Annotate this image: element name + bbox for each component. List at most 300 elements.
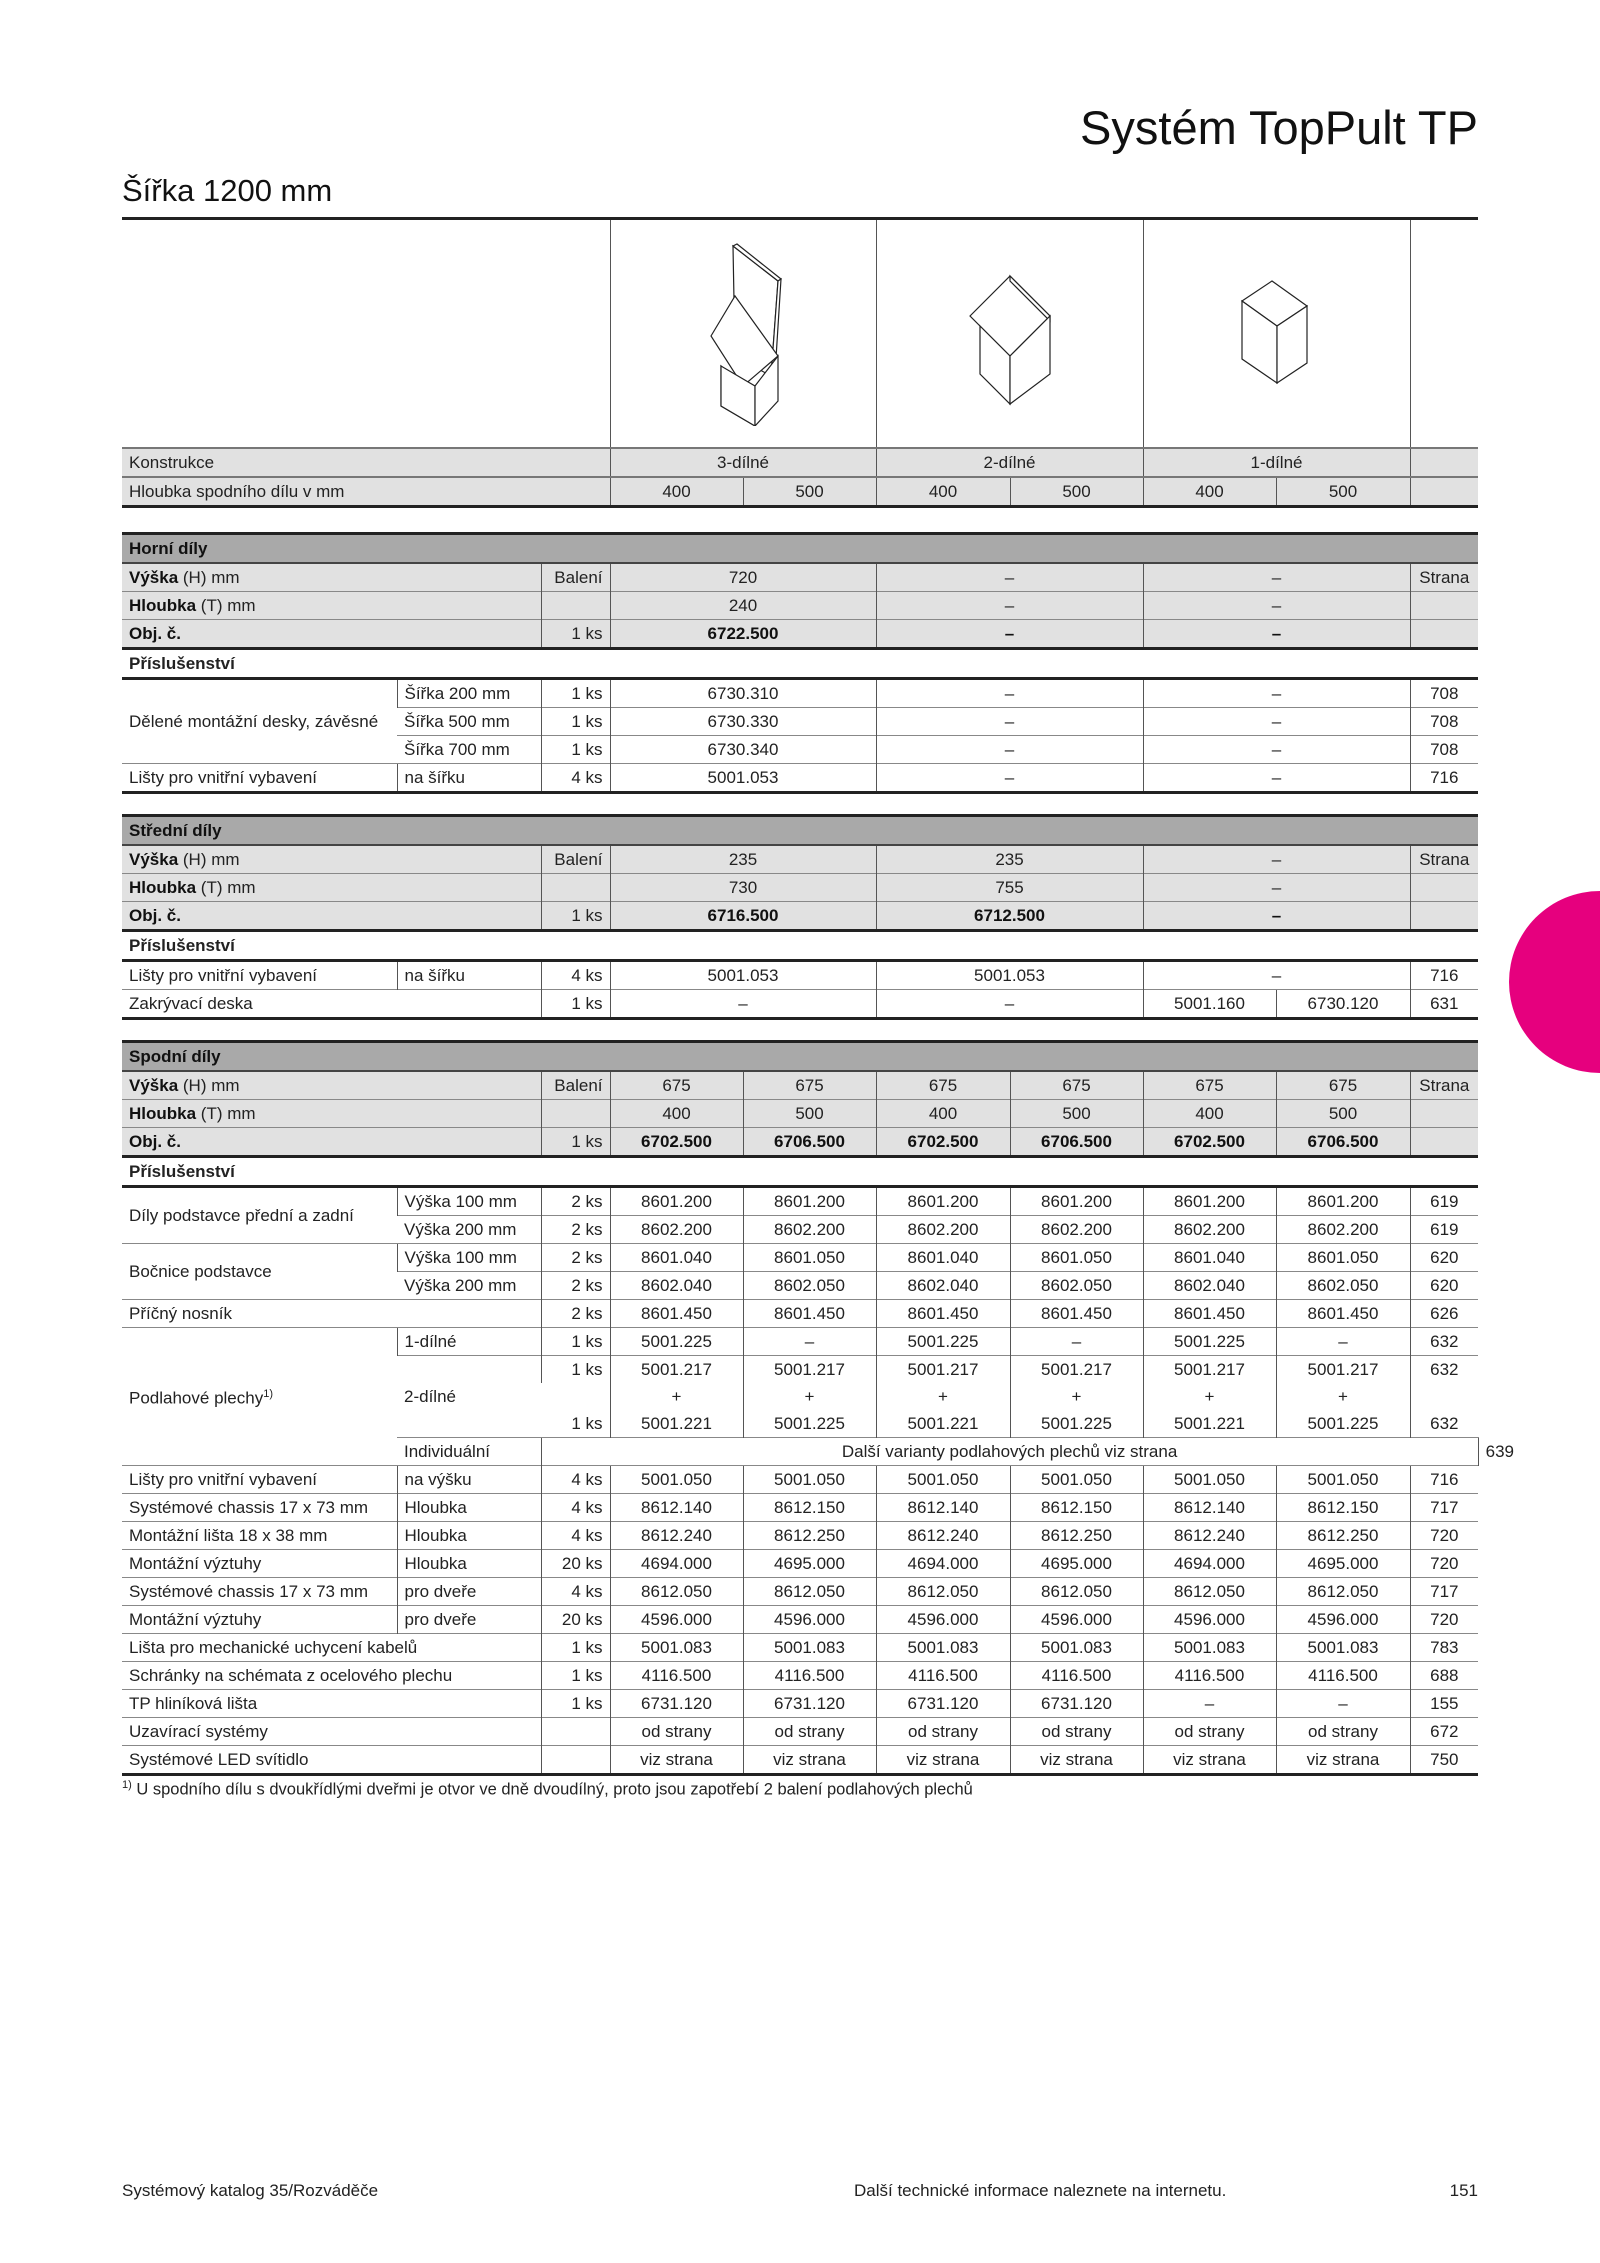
pack-quantity: 4 ks [541,1494,610,1522]
order-number: – [1143,563,1410,592]
section-table [122,1040,1515,1776]
table-row [122,592,1478,620]
hloubka-value: 500 [1276,477,1410,507]
order-number: 6706.500 [1276,1128,1410,1157]
pack-quantity: 1 ks [541,736,610,764]
row-label-text: Montážní výztuhy [129,1553,262,1573]
order-number: 755 [876,874,1143,902]
order-number: 8602.050 [1010,1272,1143,1300]
pack-quantity: 1 ks [541,1690,610,1718]
table-row [122,961,1478,990]
row-label-text: Systémové LED svítidlo [129,1749,309,1769]
page-reference: 716 [1410,764,1478,793]
order-number: 8601.040 [610,1244,743,1272]
order-number: 8612.240 [876,1522,1010,1550]
order-number: 8612.240 [610,1522,743,1550]
table-row [122,679,1478,708]
order-number: – [876,592,1143,620]
order-number: 5001.221 [610,1410,743,1438]
order-number: 5001.160 [1143,990,1276,1019]
order-number: – [610,990,876,1019]
order-number: – [1143,764,1410,793]
order-number: 5001.083 [610,1634,743,1662]
page-reference [1410,874,1478,902]
table-row [122,1300,1478,1328]
pack-quantity: 20 ks [541,1606,610,1634]
order-number: 5001.050 [1010,1466,1143,1494]
order-number: 8612.050 [610,1578,743,1606]
table-row [122,1578,1478,1606]
row-label-bold: Obj. č. [129,623,181,643]
row-label-bold: Hloubka [129,595,197,615]
row-label [122,1606,397,1634]
order-number: 5001.050 [743,1466,876,1494]
order-number: 8601.050 [1010,1244,1143,1272]
table-row [122,1466,1478,1494]
pack-quantity: 1 ks [541,1328,610,1356]
konstrukce-value: 3-dílné [610,448,876,477]
table-row [122,1494,1478,1522]
row-label [122,1300,541,1328]
order-number: 5001.217 [1010,1356,1143,1384]
page-reference [1410,1100,1478,1128]
row-label-bold: Obj. č. [129,1131,181,1151]
row-label [122,620,541,649]
hloubka-value: 400 [876,477,1010,507]
order-number: od strany [743,1718,876,1746]
row-label [122,1328,397,1466]
order-number: + [1276,1383,1410,1410]
pack-quantity: 4 ks [541,1522,610,1550]
table-row [122,1187,1478,1216]
table-row [122,1746,1478,1775]
order-number: 6706.500 [743,1128,876,1157]
order-number: – [1143,708,1410,736]
order-number: 8601.050 [1276,1244,1410,1272]
pack-quantity: 1 ks [541,1662,610,1690]
order-number: 5001.083 [1010,1634,1143,1662]
row-label [122,1634,541,1662]
row-label-text: Systémové chassis 17 x 73 mm [129,1497,369,1517]
order-number: 6731.120 [876,1690,1010,1718]
3-part-console-icon [610,219,876,449]
chapter-tab-marker [1509,891,1600,1073]
pack-quantity: 1 ks [541,1356,610,1384]
order-number: 6731.120 [743,1690,876,1718]
row-label-text: TP hliníková lišta [129,1693,258,1713]
row-label [122,679,397,764]
order-number: – [1143,592,1410,620]
row-label-bold: Hloubka [129,877,197,897]
order-number: 6730.330 [610,708,876,736]
accessories-heading: Příslušenství [122,1157,1478,1187]
order-number: – [1143,874,1410,902]
pack-quantity: 1 ks [541,620,610,649]
order-number: viz strana [743,1746,876,1775]
order-number: 8602.040 [610,1272,743,1300]
order-number: 675 [1143,1071,1276,1100]
accessories-heading: Příslušenství [122,649,1478,679]
order-number: 4596.000 [1143,1606,1276,1634]
row-label [122,1187,397,1244]
order-number: 4116.500 [1010,1662,1143,1690]
order-number: – [876,708,1143,736]
order-number: 400 [876,1100,1010,1128]
order-number: 675 [743,1071,876,1100]
order-number: 8612.150 [1276,1494,1410,1522]
order-number: + [1010,1383,1143,1410]
order-number: 675 [1010,1071,1143,1100]
row-label-text: Díly podstavce přední a zadní [129,1205,354,1225]
order-number: – [876,563,1143,592]
row-sublabel: Individuální [397,1438,541,1466]
section-table [122,532,1478,794]
order-number: 4116.500 [610,1662,743,1690]
pack-quantity: Balení [541,845,610,874]
page-reference: 717 [1410,1578,1478,1606]
order-number: 6702.500 [876,1128,1010,1157]
pack-quantity: 2 ks [541,1272,610,1300]
order-number: od strany [1010,1718,1143,1746]
row-label [122,1466,397,1494]
order-number: 8601.040 [876,1244,1010,1272]
hloubka-value: 400 [610,477,743,507]
order-number: 675 [876,1071,1010,1100]
footnote-ref: 1) [263,1388,273,1401]
pack-quantity: 2 ks [541,1187,610,1216]
order-number: – [876,679,1143,708]
pack-quantity: Balení [541,563,610,592]
table-row [122,1662,1478,1690]
pack-quantity: 4 ks [541,1578,610,1606]
table-row [122,990,1478,1019]
row-label [122,1244,397,1300]
page-reference: 750 [1410,1746,1478,1775]
row-sublabel: Hloubka [397,1522,541,1550]
order-number: 4596.000 [1276,1606,1410,1634]
page-reference: 620 [1410,1244,1478,1272]
row-label-text: Podlahové plechy [129,1388,264,1408]
footnote [122,1779,973,1800]
order-number: 4116.500 [876,1662,1010,1690]
row-sublabel: 2-dílné [397,1356,541,1438]
row-sublabel: Hloubka [397,1550,541,1578]
order-number: – [1143,1690,1276,1718]
row-sublabel: na šířku [397,764,541,793]
order-number: 4116.500 [1143,1662,1276,1690]
hloubka-value: 400 [1143,477,1276,507]
footnote-mark: 1) [122,1779,132,1791]
order-number: 4596.000 [743,1606,876,1634]
order-number: viz strana [610,1746,743,1775]
order-number: 8612.050 [743,1578,876,1606]
accessories-header-row [122,649,1478,679]
pack-quantity: 4 ks [541,961,610,990]
order-number: 6712.500 [876,902,1143,931]
order-number: 5001.217 [610,1356,743,1384]
order-number: – [1143,845,1410,874]
order-number: 8601.200 [1276,1187,1410,1216]
order-number: viz strana [1143,1746,1276,1775]
pack-quantity: 1 ks [541,708,610,736]
row-label-text: Zakrývací deska [129,993,253,1013]
row-label-text: Systémové chassis 17 x 73 mm [129,1581,369,1601]
order-number: 8612.140 [876,1494,1010,1522]
row-label [122,1128,541,1157]
order-number: 8612.140 [610,1494,743,1522]
order-number: + [876,1383,1010,1410]
page-reference: 783 [1410,1634,1478,1662]
footer-page-number: 151 [1449,2181,1478,2200]
page-title: Systém TopPult TP [1080,101,1478,154]
order-number: 8602.040 [1143,1272,1276,1300]
order-number: – [1143,620,1410,649]
order-number: 5001.217 [1143,1356,1276,1384]
order-number: 6730.310 [610,679,876,708]
page-reference: 672 [1410,1718,1478,1746]
order-number: 8612.250 [1276,1522,1410,1550]
order-number: 8612.150 [1010,1494,1143,1522]
accessories-header-row [122,1157,1478,1187]
pack-quantity: 1 ks [541,902,610,931]
pack-quantity [541,1383,610,1410]
row-sublabel: pro dveře [397,1606,541,1634]
row-label [122,1071,541,1100]
row-label-unit: (H) mm [178,849,240,869]
order-number: 8612.240 [1143,1522,1276,1550]
order-number: 8602.200 [876,1216,1010,1244]
row-sublabel: Šířka 200 mm [397,679,541,708]
order-number: 8601.450 [610,1300,743,1328]
pack-quantity: 4 ks [541,764,610,793]
order-number: 8601.450 [1010,1300,1143,1328]
order-number: 240 [610,592,876,620]
row-sublabel: Šířka 700 mm [397,736,541,764]
pack-quantity [541,1100,610,1128]
row-label-text: Lišta pro mechanické uchycení kabelů [129,1637,418,1657]
table-row [122,764,1478,793]
page-reference: 631 [1410,990,1478,1019]
order-number: 8601.450 [876,1300,1010,1328]
order-number: 5001.053 [610,764,876,793]
order-number: 5001.225 [876,1328,1010,1356]
order-number: 8612.050 [1010,1578,1143,1606]
page-reference: 620 [1410,1272,1478,1300]
hloubka-value: 500 [743,477,876,507]
2-part-console-icon [876,219,1143,449]
order-number: 720 [610,563,876,592]
order-number: – [876,990,1143,1019]
order-number: viz strana [1010,1746,1143,1775]
table-row [122,1606,1478,1634]
row-label-text: Schránky na schémata z ocelového plechu [129,1665,453,1685]
section-title: Spodní díly [122,1042,1478,1072]
order-number: 8601.450 [1143,1300,1276,1328]
row-sublabel: Šířka 500 mm [397,708,541,736]
order-number: 8602.200 [1276,1216,1410,1244]
order-number: 5001.217 [876,1356,1010,1384]
row-label [122,961,397,990]
table-row [122,1550,1478,1578]
order-number: – [876,736,1143,764]
order-number: + [743,1383,876,1410]
order-number: 235 [876,845,1143,874]
pack-quantity: 4 ks [541,1466,610,1494]
page-reference: 688 [1410,1662,1478,1690]
order-number: 6731.120 [1010,1690,1143,1718]
page-reference: 155 [1410,1690,1478,1718]
order-number: 5001.083 [743,1634,876,1662]
pack-quantity: 20 ks [541,1550,610,1578]
row-label-text: Lišty pro vnitřní vybavení [129,965,318,985]
row-sublabel: na výšku [397,1466,541,1494]
row-sublabel: Výška 100 mm [397,1244,541,1272]
row-label-unit: (H) mm [178,567,240,587]
page-reference [1410,620,1478,649]
row-label-bold: Obj. č. [129,905,181,925]
pack-quantity [541,1718,610,1746]
order-number: od strany [1276,1718,1410,1746]
merged-note: Další varianty podlahových plechů viz strana [541,1438,1478,1466]
row-label-text: Lišty pro vnitřní vybavení [129,767,318,787]
order-number: 8601.200 [743,1187,876,1216]
row-label-unit: (T) mm [196,877,256,897]
row-label-text: Dělené montážní desky, závěsné [129,711,379,731]
order-number: 5001.217 [743,1356,876,1384]
row-label-text: Uzavírací systémy [129,1721,268,1741]
order-number: 8612.150 [743,1494,876,1522]
table-row [122,563,1478,592]
order-number: – [1143,961,1410,990]
order-number: 6706.500 [1010,1128,1143,1157]
row-label [122,990,541,1019]
section-title: Horní díly [122,534,1478,564]
order-number: – [876,764,1143,793]
pack-quantity: 1 ks [541,679,610,708]
pack-quantity: 1 ks [571,1413,603,1433]
row-label-unit: (T) mm [196,1103,256,1123]
order-number: viz strana [1276,1746,1410,1775]
row-sublabel: Výška 200 mm [397,1272,541,1300]
order-number: – [1010,1328,1143,1356]
pack-quantity: 1 ks [541,990,610,1019]
row-label-text: Montážní výztuhy [129,1609,262,1629]
table-row [122,845,1478,874]
row-sublabel: na šířku [397,961,541,990]
order-number: 500 [743,1100,876,1128]
pack-quantity [541,592,610,620]
row-label-text: Bočnice podstavce [129,1261,272,1281]
accessories-heading: Příslušenství [122,931,1478,961]
order-number: 235 [610,845,876,874]
order-number: 6722.500 [610,620,876,649]
table-row [122,1128,1478,1157]
order-number: 8602.050 [743,1272,876,1300]
page-reference: 708 [1410,736,1478,764]
row-label [122,592,541,620]
order-number: 5001.217 [1276,1356,1410,1384]
order-number: 5001.225 [1143,1328,1276,1356]
page-reference: 716 [1410,961,1478,990]
order-number: 5001.221 [876,1410,1010,1438]
section-table [122,814,1478,1020]
page-reference: 632 [1410,1328,1478,1356]
hloubka-value: 500 [1010,477,1143,507]
order-number: 4695.000 [743,1550,876,1578]
row-sublabel: 1-dílné [397,1328,541,1356]
order-number: 8612.050 [876,1578,1010,1606]
order-number: 5001.225 [1010,1410,1143,1438]
row-label [122,764,397,793]
row-label [122,1718,541,1746]
order-number: 8612.050 [1143,1578,1276,1606]
order-number: 5001.225 [610,1328,743,1356]
order-number: 5001.050 [1276,1466,1410,1494]
row-label [122,563,541,592]
order-number: 5001.083 [1143,1634,1276,1662]
order-number: 4695.000 [1276,1550,1410,1578]
pack-quantity: 2 ks [541,1216,610,1244]
pack-quantity: 2 ks [541,1244,610,1272]
order-number: 6730.120 [1276,990,1410,1019]
order-number: od strany [876,1718,1010,1746]
page-reference: Strana [1410,845,1478,874]
page-reference [1410,592,1478,620]
order-number: 500 [1276,1100,1410,1128]
pack-quantity [541,874,610,902]
order-number: 5001.050 [610,1466,743,1494]
row-sublabel: Výška 200 mm [397,1216,541,1244]
page-reference: 717 [1410,1494,1478,1522]
order-number: + [610,1383,743,1410]
order-number: 6730.340 [610,736,876,764]
table-row [122,1690,1478,1718]
konstrukce-value: 1-dílné [1143,448,1410,477]
order-number: 4694.000 [610,1550,743,1578]
row-label-bold: Výška [129,567,179,587]
footer-catalog: Systémový katalog 35/Rozváděče [122,2181,379,2200]
order-number: 5001.083 [876,1634,1010,1662]
page-reference: 632 [1410,1410,1478,1438]
page-reference: Strana [1410,563,1478,592]
table-row [122,1634,1478,1662]
row-label [122,845,541,874]
order-number: 5001.221 [1143,1410,1276,1438]
order-number: od strany [1143,1718,1276,1746]
order-number: 8601.200 [876,1187,1010,1216]
row-label [122,874,541,902]
order-number: 4695.000 [1010,1550,1143,1578]
order-number: 8601.450 [1276,1300,1410,1328]
row-label [122,1662,541,1690]
order-number: 8601.200 [1143,1187,1276,1216]
row-label-bold: Hloubka [129,1103,197,1123]
order-number: 6731.120 [610,1690,743,1718]
table-row [122,902,1478,931]
order-number: 8612.050 [1276,1578,1410,1606]
order-number: – [1143,736,1410,764]
row-sublabel: Výška 100 mm [397,1187,541,1216]
order-number: 5001.225 [1276,1410,1410,1438]
order-number: 4596.000 [610,1606,743,1634]
order-number: 8601.200 [610,1187,743,1216]
page-reference: 632 [1410,1356,1478,1384]
order-number: – [1143,902,1410,931]
order-number: 8602.200 [743,1216,876,1244]
order-number: 5001.083 [1276,1634,1410,1662]
page-reference: 708 [1410,708,1478,736]
hloubka-label: Hloubka spodního dílu v mm [122,477,610,507]
